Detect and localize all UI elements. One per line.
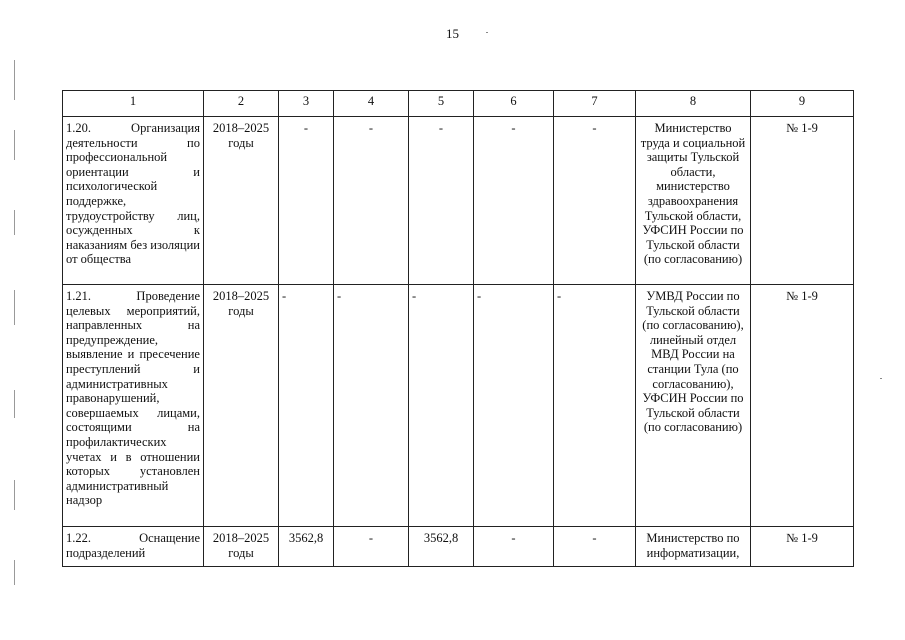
measure-executor: Министерство по информатизации, [636, 527, 751, 567]
column-header: 9 [751, 91, 854, 117]
funding-cell: - [334, 117, 409, 285]
column-header: 6 [474, 91, 554, 117]
measure-description: 1.20. Организация деятельности по профессиональной ориентации и психологической поддержке, трудоустройству лиц, осужденных к наказаниям без изоляции от общества [63, 117, 204, 285]
column-header: 5 [409, 91, 474, 117]
funding-cell: - [474, 285, 554, 527]
measure-indicator: № 1-9 [751, 527, 854, 567]
funding-cell: 3562,8 [409, 527, 474, 567]
funding-cell: - [554, 285, 636, 527]
funding-cell: 3562,8 [279, 527, 334, 567]
table-row [63, 527, 854, 567]
measure-executor: УМВД России по Тульской области (по согласованию), линейный отдел МВД России на станции Тула (по согласованию), УФСИН России по Тульской области (по согласованию) [636, 285, 751, 527]
measure-executor: Министерство труда и социальной защиты Тульской области, министерство здравоохранения Тульской области, УФСИН России по Тульской области (по согласованию) [636, 117, 751, 285]
funding-cell: - [279, 285, 334, 527]
measures-table [62, 90, 854, 567]
funding-cell: - [554, 117, 636, 285]
funding-cell: - [409, 117, 474, 285]
funding-cell: - [334, 285, 409, 527]
scan-dot [880, 378, 882, 379]
header-row [63, 91, 854, 117]
funding-cell: - [474, 527, 554, 567]
column-header: 8 [636, 91, 751, 117]
measure-indicator: № 1-9 [751, 117, 854, 285]
measure-description: 1.21. Проведение целевых мероприятий, направленных на предупреждение, выявление и пресечение преступлений и административных правонарушений, совершаемых лицами, состоящими на профилактических учетах и в отношении которых установлен административный надзор [63, 285, 204, 527]
funding-cell: - [474, 117, 554, 285]
funding-cell: - [279, 117, 334, 285]
funding-cell: - [409, 285, 474, 527]
column-header: 2 [204, 91, 279, 117]
table-row [63, 117, 854, 285]
column-header: 7 [554, 91, 636, 117]
column-header: 3 [279, 91, 334, 117]
page-number: 15 [446, 26, 459, 41]
table-row [63, 285, 854, 527]
measure-years: 2018–2025 годы [204, 117, 279, 285]
measure-years: 2018–2025 годы [204, 527, 279, 567]
column-header: 4 [334, 91, 409, 117]
measure-years: 2018–2025 годы [204, 285, 279, 527]
funding-cell: - [334, 527, 409, 567]
funding-cell: - [554, 527, 636, 567]
column-header: 1 [63, 91, 204, 117]
measure-indicator: № 1-9 [751, 285, 854, 527]
measure-description: 1.22. Оснащение подразделений [63, 527, 204, 567]
margin-scan-marks [14, 60, 16, 620]
